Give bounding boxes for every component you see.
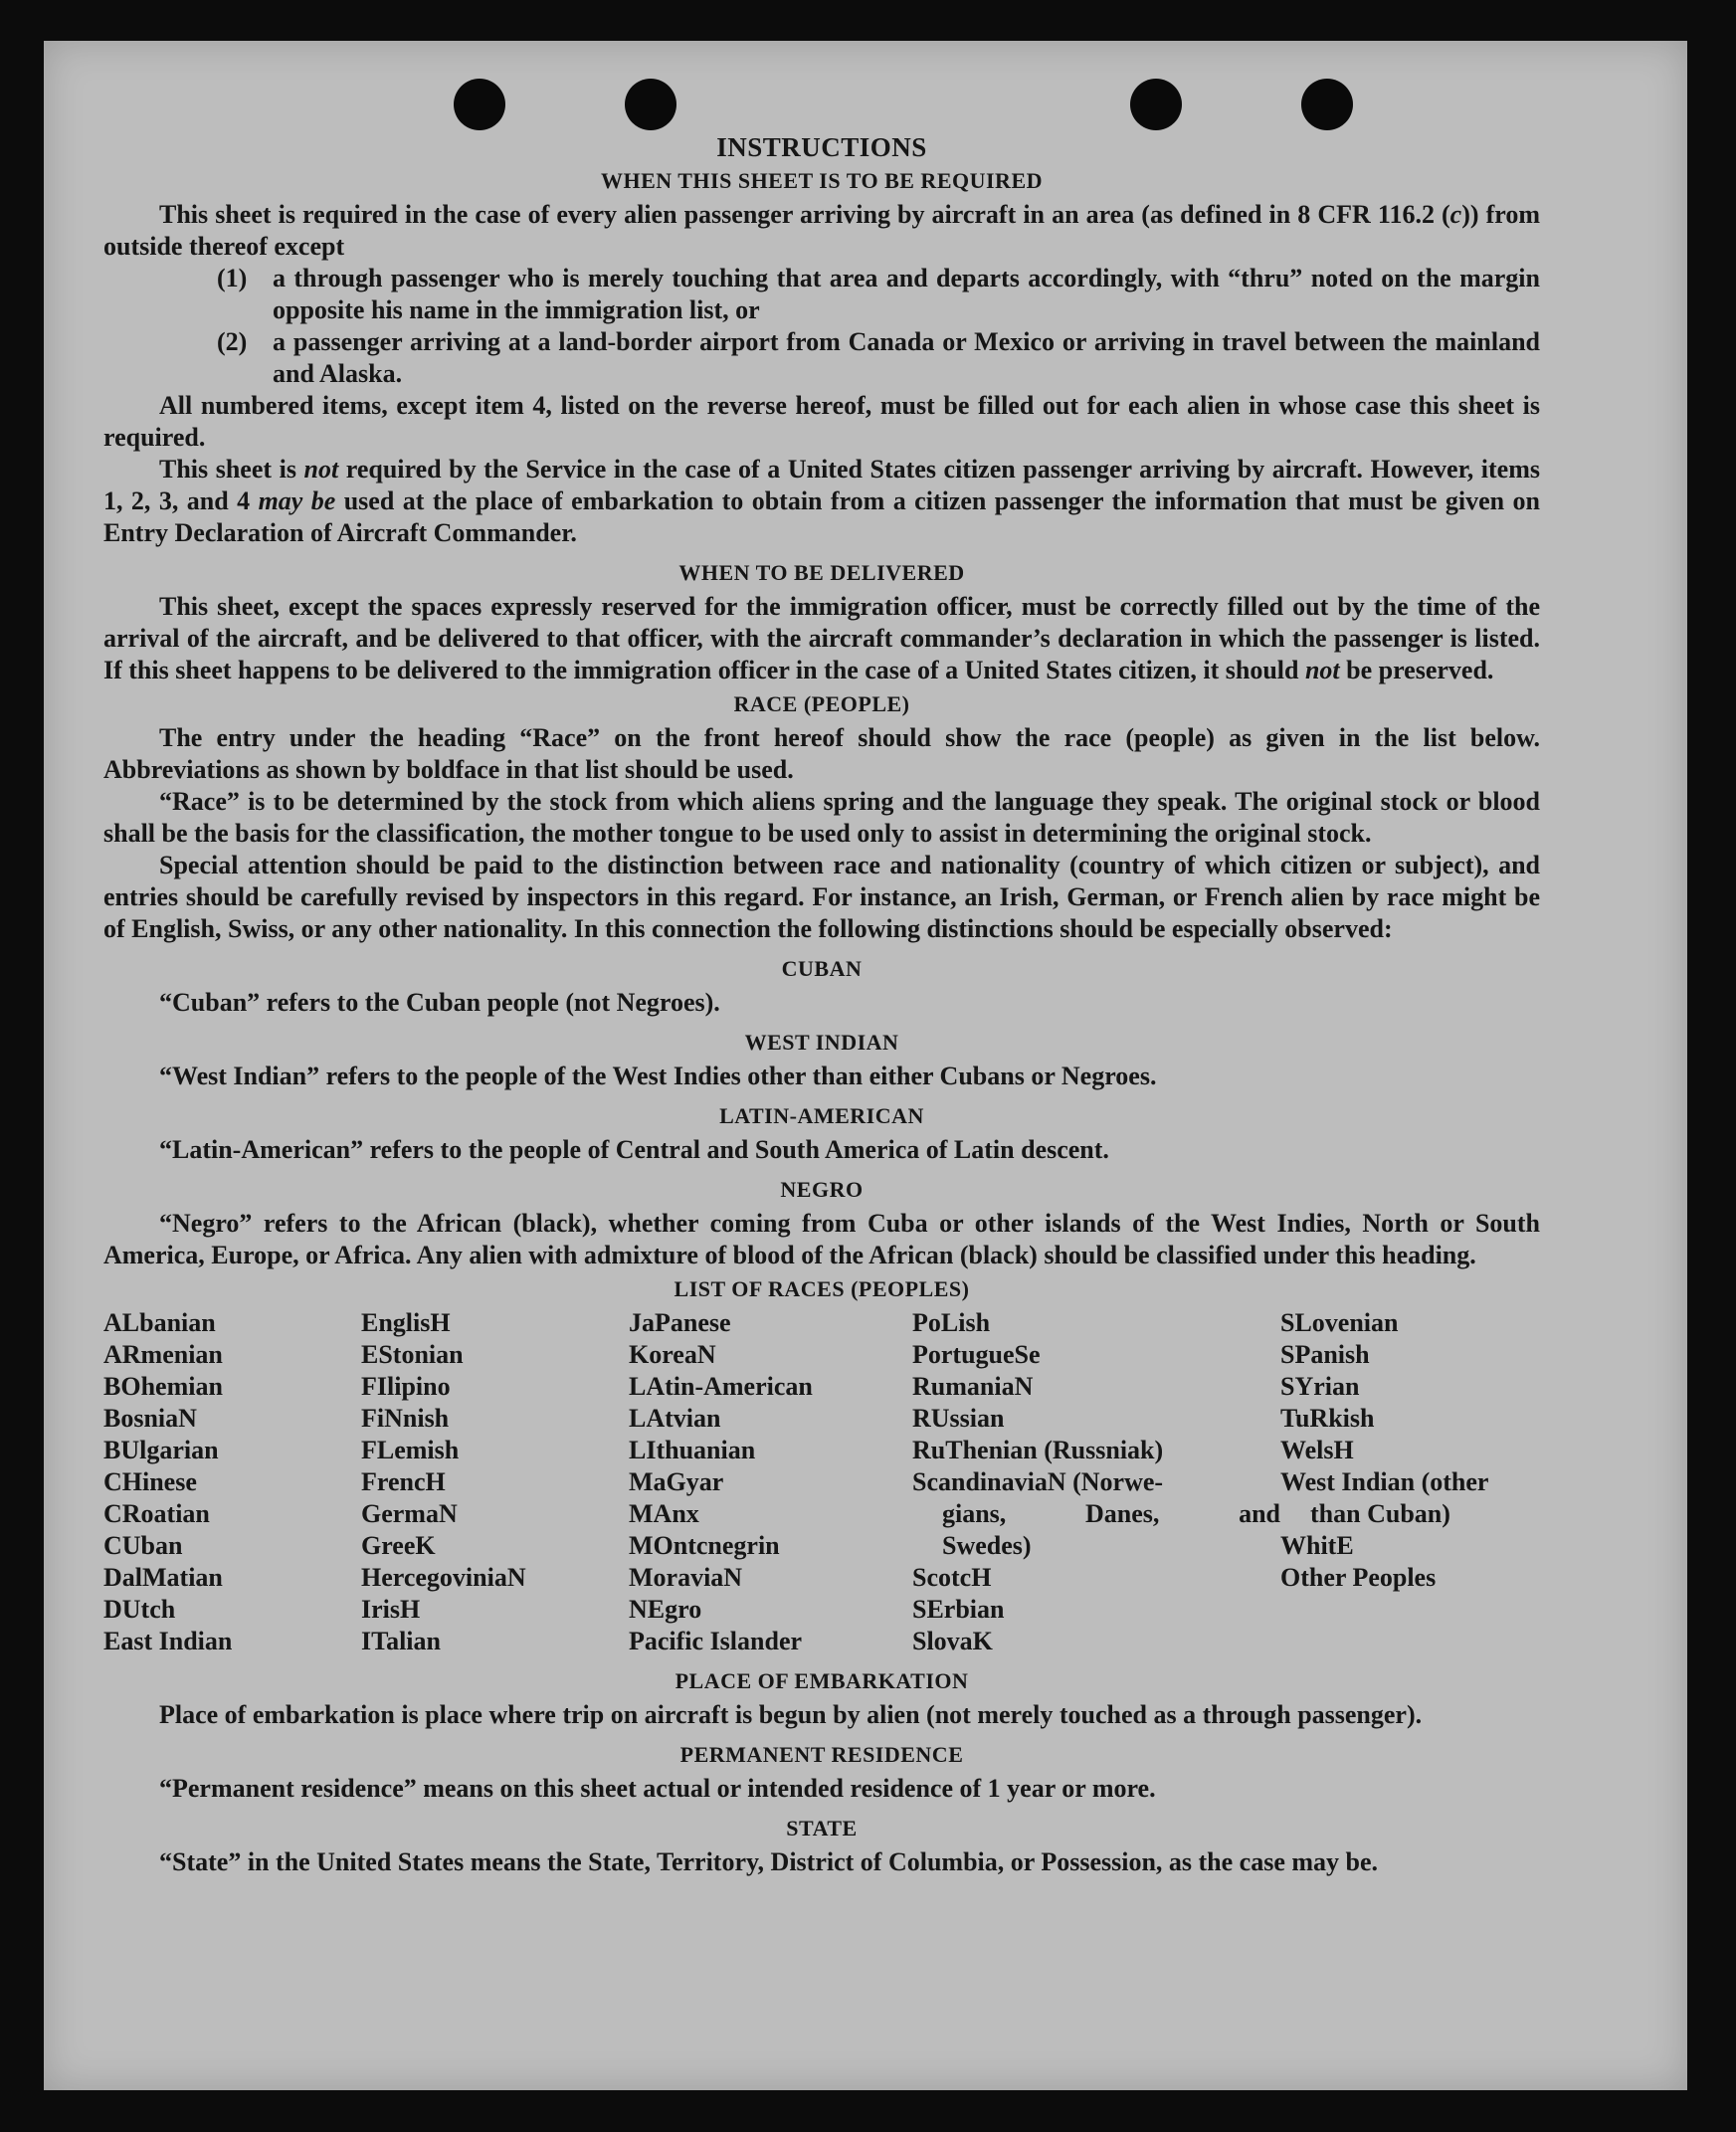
paragraph-when-required: This sheet is required in the case of every alien passenger arriving by aircraft in an area (as defined in 8 CFR 116.2 (c)) from outside thereof except	[103, 200, 1540, 261]
race-entry: IrisH	[361, 1595, 421, 1624]
race-entry: MoraviaN	[629, 1563, 743, 1592]
race-entry: WelsH	[1280, 1436, 1354, 1464]
race-entry: than Cuban)	[1310, 1499, 1450, 1528]
paragraph-embarkation: Place of embarkation is place where trip on aircraft is begun by alien (not merely touched as a through passenger).	[159, 1700, 1423, 1729]
race-entry: gians, Danes, and	[942, 1499, 1280, 1528]
race-entry: PortugueSe	[912, 1340, 1041, 1369]
race-entry: ScotcH	[912, 1563, 992, 1592]
race-entry: SPanish	[1280, 1340, 1370, 1369]
race-entry: BosniaN	[103, 1404, 197, 1433]
race-entry: ITalian	[361, 1627, 441, 1655]
race-entry: MOntcnegrin	[629, 1531, 780, 1560]
paragraph-numbered-items: All numbered items, except item 4, listed on the reverse hereof, must be filled out for each alien in whose case this sheet is required.	[103, 391, 1540, 452]
race-entry: EStonian	[361, 1340, 464, 1369]
page-title: INSTRUCTIONS	[716, 132, 927, 162]
race-entry: SErbian	[912, 1595, 1005, 1624]
paragraph-cuban: “Cuban” refers to the Cuban people (not Negroes).	[159, 988, 720, 1017]
item-text: a passenger arriving at a land-border airport from Canada or Mexico or arriving in travel between the mainland and Alaska.	[273, 327, 1540, 388]
race-column	[1280, 1307, 1540, 1657]
race-column	[629, 1307, 912, 1657]
race-entry: DUtch	[103, 1595, 176, 1624]
race-entry: FLemish	[361, 1436, 460, 1464]
race-entry: WhitE	[1280, 1531, 1354, 1560]
race-entry: West Indian (other	[1280, 1467, 1489, 1496]
heading-state: STATE	[786, 1816, 858, 1841]
heading-residence: PERMANENT RESIDENCE	[679, 1742, 964, 1767]
paragraph-state: “State” in the United States means the State, Territory, District of Columbia, or Possession, as the case may be.	[159, 1847, 1379, 1876]
heading-list-of-races: LIST OF RACES (PEOPLES)	[674, 1276, 970, 1301]
heading-embarkation: PLACE OF EMBARKATION	[675, 1668, 969, 1693]
race-entry: RUssian	[912, 1404, 1005, 1433]
instructions-body	[103, 92, 1540, 1878]
race-entry: LAtvian	[629, 1404, 721, 1433]
exception-item	[103, 263, 1540, 326]
race-entry: Other Peoples	[1280, 1563, 1437, 1592]
item-number: (2)	[217, 327, 248, 356]
heading-when-required: WHEN THIS SHEET IS TO BE REQUIRED	[600, 168, 1044, 193]
race-entry: EnglisH	[361, 1308, 451, 1337]
race-list	[103, 1307, 1540, 1657]
race-entry: BUlgarian	[103, 1436, 219, 1464]
paragraph-race-1: The entry under the heading “Race” on the front hereof should show the race (people) as given in the list below. Abbreviations as shown by boldface in that list should be used.	[103, 723, 1540, 784]
race-entry: RuThenian (Russniak)	[912, 1436, 1164, 1464]
paragraph-when-delivered: This sheet, except the spaces expressly reserved for the immigration officer, must be correctly filled out by the time of the arrival of the aircraft, and be delivered to that officer, with the aircraft commander’s declaration in which the passenger is listed. If this sheet happens to be delivered to the immigration officer in the case of a United States citizen, it should not be preserved.	[103, 592, 1540, 684]
race-column	[103, 1307, 361, 1657]
race-entry: CRoatian	[103, 1499, 210, 1528]
race-entry: SlovaK	[912, 1627, 993, 1655]
race-entry: LAtin-American	[629, 1372, 813, 1401]
heading-when-delivered: WHEN TO BE DELIVERED	[678, 560, 965, 585]
race-entry: GermaN	[361, 1499, 458, 1528]
heading-race: RACE (PEOPLE)	[733, 691, 910, 716]
race-entry: CUban	[103, 1531, 183, 1560]
item-text: a through passenger who is merely touching that area and departs accordingly, with “thru” noted on the margin opposite his name in the immigration list, or	[273, 264, 1540, 324]
race-entry: KoreaN	[629, 1340, 716, 1369]
race-column	[361, 1307, 629, 1657]
race-entry: JaPanese	[629, 1308, 731, 1337]
race-entry: East Indian	[103, 1627, 233, 1655]
heading-negro: NEGRO	[780, 1177, 864, 1202]
heading-cuban: CUBAN	[781, 956, 863, 981]
race-entry: Swedes)	[942, 1531, 1032, 1560]
paragraph-west-indian: “West Indian” refers to the people of the West Indies other than either Cubans or Negroes.	[159, 1062, 1157, 1090]
item-number: (1)	[217, 264, 248, 292]
race-entry: SLovenian	[1280, 1308, 1399, 1337]
exception-item	[103, 326, 1540, 390]
paragraph-residence: “Permanent residence” means on this sheet actual or intended residence of 1 year or more.	[159, 1774, 1156, 1803]
race-entry: MaGyar	[629, 1467, 724, 1496]
race-entry: FIlipino	[361, 1372, 451, 1401]
paragraph-negro: “Negro” refers to the African (black), whether coming from Cuba or other islands of the West Indies, North or South America, Europe, or Africa. Any alien with admixture of blood of the African (black) should be classified under this heading.	[103, 1209, 1540, 1269]
heading-west-indian: WEST INDIAN	[744, 1030, 899, 1055]
race-entry: ARmenian	[103, 1340, 223, 1369]
paragraph-citizen: This sheet is not required by the Service in the case of a United States citizen passenger arriving by aircraft. However, items 1, 2, 3, and 4 may be used at the place of embarkation to obtain from a citizen passenger the information that must be given on Entry Declaration of Aircraft Commander.	[103, 455, 1540, 547]
race-entry: HercegoviniaN	[361, 1563, 526, 1592]
race-entry: MAnx	[629, 1499, 699, 1528]
race-entry: GreeK	[361, 1531, 436, 1560]
paragraph-race-2: “Race” is to be determined by the stock from which aliens spring and the language they speak. The original stock or blood shall be the basis for the classification, the mother tongue to be used only to assist in determining the original stock.	[103, 787, 1540, 848]
race-entry: RumaniaN	[912, 1372, 1034, 1401]
race-entry: FrencH	[361, 1467, 446, 1496]
race-entry: SYrian	[1280, 1372, 1360, 1401]
paragraph-race-3: Special attention should be paid to the distinction between race and nationality (country of which citizen or subject), and entries should be carefully revised by inspectors in this regard. For instance, an Irish, German, or French alien by race might be of English, Swiss, or any other nationality. In this connection the following distinctions should be especially observed:	[103, 851, 1540, 943]
race-entry: PoLish	[912, 1308, 991, 1337]
race-entry: FiNnish	[361, 1404, 450, 1433]
race-entry: NEgro	[629, 1595, 702, 1624]
race-column	[912, 1307, 1280, 1657]
race-entry: ScandinaviaN (Norwe-	[912, 1467, 1164, 1496]
race-entry: LIthuanian	[629, 1436, 756, 1464]
heading-latin-american: LATIN-AMERICAN	[719, 1103, 924, 1128]
race-entry: DalMatian	[103, 1563, 223, 1592]
race-entry: BOhemian	[103, 1372, 223, 1401]
race-entry: ALbanian	[103, 1308, 216, 1337]
race-entry: TuRkish	[1280, 1404, 1375, 1433]
paragraph-latin-american: “Latin-American” refers to the people of Central and South America of Latin descent.	[159, 1135, 1109, 1164]
race-entry: CHinese	[103, 1467, 197, 1496]
race-entry: Pacific Islander	[629, 1627, 803, 1655]
